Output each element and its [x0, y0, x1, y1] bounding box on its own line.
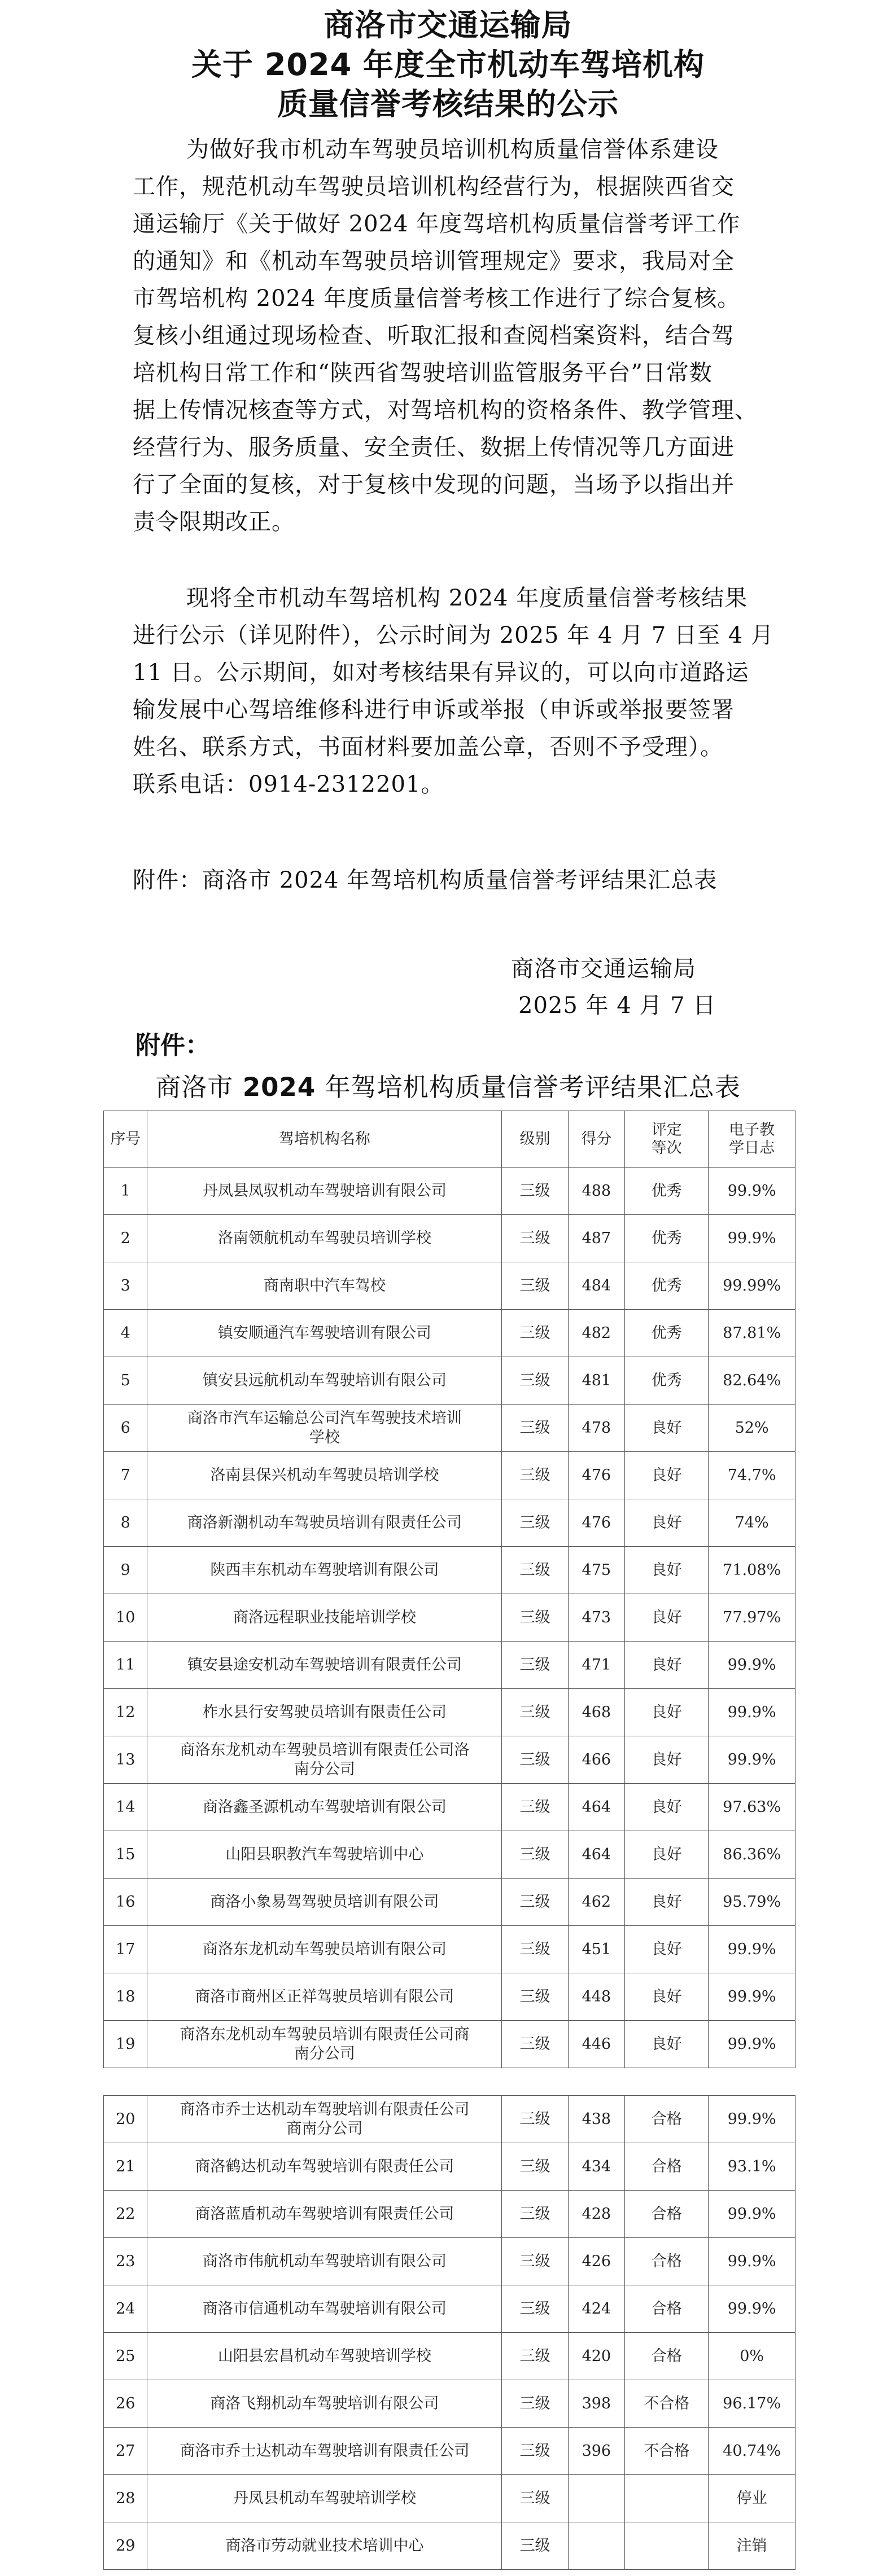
cell-level: 三级	[502, 1215, 568, 1262]
body-text-line: 输发展中心驾培维修科进行申诉或举报（申诉或举报要签署	[133, 697, 735, 723]
name-line-1: 商洛小象易驾驾驶员培训有限公司	[210, 1893, 439, 1911]
cell-score: 476	[568, 1452, 625, 1499]
cell-no: 14	[104, 1784, 147, 1831]
name-line-1: 商洛东龙机动车驾驶员培训有限责任公司商	[180, 2025, 470, 2043]
name-line-1: 商洛蓝盾机动车驾驶培训有限责任公司	[195, 2205, 454, 2223]
results-table-part-2	[103, 2095, 796, 2570]
body-text-line: 工作，规范机动车驾驶员培训机构经营行为，根据陕西省交	[133, 174, 735, 200]
cell-log: 0%	[709, 2333, 796, 2380]
body-text-line: 行了全面的复核，对于复核中发现的问题，当场予以指出并	[133, 472, 735, 498]
cell-no: 7	[104, 1452, 147, 1499]
name-line-1: 商南职中汽车驾校	[263, 1276, 386, 1294]
cell-name	[147, 1357, 502, 1405]
table-row	[104, 1405, 796, 1452]
cell-score: 446	[568, 2021, 625, 2068]
cell-no: 22	[104, 2191, 147, 2238]
cell-score: 434	[568, 2143, 625, 2191]
cell-level: 三级	[502, 1310, 568, 1357]
table-row	[104, 1642, 796, 1689]
cell-log: 82.64%	[709, 1357, 796, 1405]
cell-name	[147, 1452, 502, 1499]
body-text-line: 姓名、联系方式，书面材料要加盖公章，否则不予受理）。	[133, 734, 723, 760]
cell-score: 464	[568, 1831, 625, 1879]
cell-no: 2	[104, 1215, 147, 1262]
table-row	[104, 2191, 796, 2238]
cell-level: 三级	[502, 2380, 568, 2428]
name-line-1: 镇安县远航机动车驾驶培训有限公司	[202, 1371, 447, 1389]
cell-name	[147, 1262, 502, 1310]
signature-organization: 商洛市交通运输局	[511, 956, 696, 982]
cell-score	[568, 2475, 625, 2522]
cell-no: 15	[104, 1831, 147, 1879]
cell-score: 481	[568, 1357, 625, 1405]
cell-level: 三级	[502, 1168, 568, 1215]
body-text-line: 复核小组通过现场检查、听取汇报和查阅档案资料，结合驾	[133, 323, 735, 349]
table-row	[104, 1547, 796, 1594]
cell-level: 三级	[502, 1879, 568, 1926]
table-row	[104, 2285, 796, 2333]
cell-level: 三级	[502, 1262, 568, 1310]
cell-score: 471	[568, 1642, 625, 1689]
table-row	[104, 1784, 796, 1831]
header-score: 得分	[568, 1111, 625, 1168]
cell-no: 1	[104, 1168, 147, 1215]
cell-no: 17	[104, 1926, 147, 1973]
cell-log: 86.36%	[709, 1831, 796, 1879]
cell-grade: 良好	[625, 1642, 709, 1689]
name-line-1: 镇安顺通汽车驾驶培训有限公司	[217, 1324, 431, 1342]
cell-no: 13	[104, 1736, 147, 1784]
cell-log: 40.74%	[709, 2428, 796, 2475]
cell-name	[147, 2191, 502, 2238]
table-row	[104, 2143, 796, 2191]
cell-level: 三级	[502, 1736, 568, 1784]
name-line-1: 商洛市商州区正祥驾驶员培训有限公司	[195, 1987, 454, 2005]
name-line-1: 商洛鹤达机动车驾驶培训有限责任公司	[195, 2157, 454, 2175]
cell-no: 10	[104, 1594, 147, 1642]
cell-log: 99.99%	[709, 1262, 796, 1310]
cell-score: 466	[568, 1736, 625, 1784]
cell-log: 96.17%	[709, 2380, 796, 2428]
cell-name	[147, 1405, 502, 1452]
doc-title-line-2: 关于 2024 年度全市机动车驾培机构	[191, 47, 705, 82]
cell-log: 注销	[709, 2522, 796, 2570]
name-line-1: 山阳县职教汽车驾驶培训中心	[225, 1845, 424, 1863]
cell-grade: 合格	[625, 2285, 709, 2333]
cell-name	[147, 1879, 502, 1926]
cell-grade	[625, 2475, 709, 2522]
cell-grade: 不合格	[625, 2380, 709, 2428]
name-line-1: 商洛市劳动就业技术培训中心	[225, 2536, 424, 2555]
cell-no: 3	[104, 1262, 147, 1310]
table-row	[104, 1831, 796, 1879]
cell-score: 424	[568, 2285, 625, 2333]
body-text-line: 为做好我市机动车驾驶员培训机构质量信誉体系建设	[186, 137, 719, 163]
cell-log: 99.9%	[709, 1926, 796, 1973]
cell-grade: 优秀	[625, 1262, 709, 1310]
cell-score: 464	[568, 1784, 625, 1831]
header-grade: 评定 等次	[625, 1111, 709, 1168]
cell-grade: 合格	[625, 2143, 709, 2191]
attachment-label: 附件：	[136, 1031, 210, 1060]
cell-log: 71.08%	[709, 1547, 796, 1594]
results-table-part-1	[103, 1111, 796, 2068]
cell-name	[147, 2428, 502, 2475]
cell-grade: 良好	[625, 1499, 709, 1547]
cell-name	[147, 1499, 502, 1547]
cell-level: 三级	[502, 1926, 568, 1973]
cell-log: 97.63%	[709, 1784, 796, 1831]
cell-no: 5	[104, 1357, 147, 1405]
cell-score: 398	[568, 2380, 625, 2428]
body-text-line: 现将全市机动车驾培机构 2024 年度质量信誉考核结果	[186, 585, 748, 611]
cell-grade: 良好	[625, 1973, 709, 2021]
cell-no: 8	[104, 1499, 147, 1547]
cell-log: 99.9%	[709, 2021, 796, 2068]
cell-level: 三级	[502, 2143, 568, 2191]
cell-log: 99.9%	[709, 1973, 796, 2021]
cell-score: 478	[568, 1405, 625, 1452]
table-row	[104, 2475, 796, 2522]
cell-no: 21	[104, 2143, 147, 2191]
name-line-1: 镇安县途安机动车驾驶培训有限责任公司	[187, 1656, 462, 1674]
cell-no: 23	[104, 2238, 147, 2285]
cell-log: 74%	[709, 1499, 796, 1547]
cell-log: 99.9%	[709, 1736, 796, 1784]
cell-level: 三级	[502, 1547, 568, 1594]
cell-name	[147, 2285, 502, 2333]
name-line-1: 商洛东龙机动车驾驶员培训有限公司	[202, 1940, 447, 1958]
cell-name	[147, 2096, 502, 2143]
cell-grade: 优秀	[625, 1215, 709, 1262]
table-row	[104, 1215, 796, 1262]
cell-grade: 良好	[625, 1405, 709, 1452]
cell-score: 488	[568, 1168, 625, 1215]
cell-score: 473	[568, 1594, 625, 1642]
cell-level: 三级	[502, 1831, 568, 1879]
cell-level: 三级	[502, 2191, 568, 2238]
cell-level: 三级	[502, 2522, 568, 2570]
cell-name	[147, 1547, 502, 1594]
cell-name	[147, 1310, 502, 1357]
name-line-1: 商洛市伟航机动车驾驶培训有限公司	[202, 2252, 447, 2270]
table-row	[104, 1310, 796, 1357]
name-line-1: 山阳县宏昌机动车驾驶培训学校	[217, 2347, 431, 2365]
table-row	[104, 1452, 796, 1499]
cell-grade: 合格	[625, 2191, 709, 2238]
table-row	[104, 2021, 796, 2068]
body-text-line: 通运输厅《关于做好 2024 年度驾培机构质量信誉考评工作	[133, 211, 741, 237]
body-text-line: 联系电话：0914-2312201。	[133, 771, 444, 797]
table-row	[104, 1736, 796, 1784]
cell-score: 428	[568, 2191, 625, 2238]
cell-no: 25	[104, 2333, 147, 2380]
cell-grade: 优秀	[625, 1357, 709, 1405]
cell-log: 95.79%	[709, 1879, 796, 1926]
cell-log: 99.9%	[709, 1215, 796, 1262]
cell-grade: 合格	[625, 2238, 709, 2285]
cell-log: 99.9%	[709, 1642, 796, 1689]
header-name: 驾培机构名称	[147, 1111, 502, 1168]
name-line-1: 商洛市汽车运输总公司汽车驾驶技术培训	[187, 1409, 462, 1427]
cell-no: 12	[104, 1689, 147, 1736]
cell-name	[147, 1926, 502, 1973]
body-text-line: 11 日。公示期间，如对考核结果有异议的，可以向市道路运	[133, 660, 749, 686]
name-line-1: 商洛市信通机动车驾驶培训有限公司	[202, 2299, 447, 2318]
cell-score: 482	[568, 1310, 625, 1357]
cell-grade	[625, 2522, 709, 2570]
header-electronic-log: 电子教 学日志	[709, 1111, 796, 1168]
cell-grade: 良好	[625, 1926, 709, 1973]
cell-score: 396	[568, 2428, 625, 2475]
name-line-1: 商洛飞翔机动车驾驶培训有限公司	[210, 2394, 439, 2412]
cell-log: 93.1%	[709, 2143, 796, 2191]
cell-no: 16	[104, 1879, 147, 1926]
cell-name	[147, 2333, 502, 2380]
cell-grade: 良好	[625, 1736, 709, 1784]
cell-name	[147, 1215, 502, 1262]
header-no: 序号	[104, 1111, 147, 1168]
cell-score: 475	[568, 1547, 625, 1594]
cell-log: 52%	[709, 1405, 796, 1452]
cell-log: 99.9%	[709, 1168, 796, 1215]
cell-name	[147, 1689, 502, 1736]
name-line-1: 商洛新潮机动车驾驶员培训有限责任公司	[187, 1513, 462, 1531]
cell-log: 停业	[709, 2475, 796, 2522]
cell-no: 9	[104, 1547, 147, 1594]
cell-log: 99.9%	[709, 2096, 796, 2143]
name-line-2: 学校	[309, 1428, 340, 1446]
body-text-line: 进行公示（详见附件），公示时间为 2025 年 4 月 7 日至 4 月	[133, 622, 774, 648]
header-level: 级别	[502, 1111, 568, 1168]
name-line-1: 商洛鑫圣源机动车驾驶培训有限公司	[202, 1798, 447, 1816]
cell-log: 99.9%	[709, 2238, 796, 2285]
name-line-1: 商洛市乔士达机动车驾驶培训有限责任公司	[180, 2100, 470, 2118]
cell-level: 三级	[502, 2428, 568, 2475]
cell-grade: 良好	[625, 1831, 709, 1879]
table-row	[104, 1973, 796, 2021]
cell-no: 29	[104, 2522, 147, 2570]
cell-log: 99.9%	[709, 2285, 796, 2333]
name-line-2: 南分公司	[294, 1760, 355, 1778]
cell-name	[147, 2021, 502, 2068]
body-text-line: 培机构日常工作和“陕西省驾驶培训监管服务平台”日常数	[133, 360, 713, 386]
cell-score: 448	[568, 1973, 625, 2021]
table-row	[104, 2333, 796, 2380]
name-line-2: 商南分公司	[286, 2119, 363, 2138]
cell-grade: 良好	[625, 1784, 709, 1831]
cell-level: 三级	[502, 2021, 568, 2068]
name-line-1: 洛南县保兴机动车驾驶员培训学校	[210, 1466, 439, 1484]
cell-score: 462	[568, 1879, 625, 1926]
cell-level: 三级	[502, 2333, 568, 2380]
table-row	[104, 1926, 796, 1973]
cell-grade: 合格	[625, 2333, 709, 2380]
cell-no: 24	[104, 2285, 147, 2333]
table-header-row	[104, 1111, 796, 1168]
cell-no: 20	[104, 2096, 147, 2143]
table-row	[104, 2380, 796, 2428]
table-title-year: 2024	[242, 1072, 316, 1102]
cell-level: 三级	[502, 1689, 568, 1736]
name-line-1: 柞水县行安驾驶员培训有限责任公司	[202, 1703, 447, 1721]
cell-name	[147, 2143, 502, 2191]
table-row	[104, 2428, 796, 2475]
table-row	[104, 2522, 796, 2570]
cell-no: 28	[104, 2475, 147, 2522]
name-line-1: 丹凤县机动车驾驶培训学校	[233, 2489, 416, 2507]
cell-grade: 不合格	[625, 2428, 709, 2475]
cell-level: 三级	[502, 1499, 568, 1547]
cell-name	[147, 2380, 502, 2428]
cell-grade: 合格	[625, 2096, 709, 2143]
cell-level: 三级	[502, 1405, 568, 1452]
cell-grade: 良好	[625, 1879, 709, 1926]
cell-score: 468	[568, 1689, 625, 1736]
table-title	[0, 1070, 896, 1104]
cell-name	[147, 2475, 502, 2522]
cell-no: 19	[104, 2021, 147, 2068]
cell-name	[147, 1642, 502, 1689]
table-row	[104, 1168, 796, 1215]
cell-grade: 优秀	[625, 1168, 709, 1215]
cell-name	[147, 1973, 502, 2021]
cell-score: 426	[568, 2238, 625, 2285]
doc-title-line-1: 商洛市交通运输局	[324, 7, 572, 43]
cell-level: 三级	[502, 1642, 568, 1689]
cell-level: 三级	[502, 2238, 568, 2285]
cell-name	[147, 1594, 502, 1642]
cell-level: 三级	[502, 1452, 568, 1499]
name-line-1: 丹凤县凤驭机动车驾驶培训有限公司	[202, 1182, 447, 1200]
table-title-suffix: 年驾培机构质量信誉考评结果汇总表	[325, 1072, 741, 1102]
cell-no: 27	[104, 2428, 147, 2475]
cell-score: 484	[568, 1262, 625, 1310]
cell-name	[147, 2522, 502, 2570]
cell-no: 4	[104, 1310, 147, 1357]
cell-level: 三级	[502, 1784, 568, 1831]
body-text-line: 的通知》和《机动车驾驶员培训管理规定》要求，我局对全	[133, 248, 735, 274]
cell-grade: 良好	[625, 1689, 709, 1736]
cell-score: 487	[568, 1215, 625, 1262]
table-row	[104, 1357, 796, 1405]
table-row	[104, 2238, 796, 2285]
name-line-2: 南分公司	[294, 2044, 355, 2062]
cell-score: 420	[568, 2333, 625, 2380]
cell-log: 87.81%	[709, 1310, 796, 1357]
cell-name	[147, 1736, 502, 1784]
name-line-1: 商洛东龙机动车驾驶员培训有限责任公司洛	[180, 1741, 470, 1759]
table-row	[104, 2096, 796, 2143]
cell-no: 6	[104, 1405, 147, 1452]
name-line-1: 洛南领航机动车驾驶员培训学校	[217, 1229, 431, 1247]
cell-level: 三级	[502, 2096, 568, 2143]
cell-score: 476	[568, 1499, 625, 1547]
cell-log: 99.9%	[709, 1689, 796, 1736]
cell-grade: 优秀	[625, 1310, 709, 1357]
cell-no: 26	[104, 2380, 147, 2428]
cell-score: 438	[568, 2096, 625, 2143]
body-text-line: 经营行为、服务质量、安全责任、数据上传情况等几方面进	[133, 435, 735, 460]
cell-no: 11	[104, 1642, 147, 1689]
table-row	[104, 1689, 796, 1736]
body-text-line: 据上传情况核查等方式，对驾培机构的资格条件、教学管理、	[133, 397, 758, 423]
cell-level: 三级	[502, 1594, 568, 1642]
cell-grade: 良好	[625, 1594, 709, 1642]
cell-level: 三级	[502, 1973, 568, 2021]
cell-log: 99.9%	[709, 2191, 796, 2238]
cell-level: 三级	[502, 2475, 568, 2522]
cell-log: 74.7%	[709, 1452, 796, 1499]
signature-date: 2025 年 4 月 7 日	[518, 993, 716, 1019]
cell-name	[147, 1168, 502, 1215]
cell-score	[568, 2522, 625, 2570]
table-row	[104, 1594, 796, 1642]
cell-level: 三级	[502, 1357, 568, 1405]
cell-no: 18	[104, 1973, 147, 2021]
table-row	[104, 1499, 796, 1547]
cell-level: 三级	[502, 2285, 568, 2333]
doc-title-line-3: 质量信誉考核结果的公示	[277, 86, 619, 122]
table-title-prefix: 商洛市	[155, 1072, 234, 1102]
name-line-1: 商洛远程职业技能培训学校	[233, 1608, 416, 1626]
body-paragraph-1	[133, 131, 771, 541]
cell-grade: 良好	[625, 2021, 709, 2068]
cell-name	[147, 1831, 502, 1879]
table-row	[104, 1262, 796, 1310]
body-text-line: 责令限期改正。	[133, 509, 295, 535]
table-row	[104, 1879, 796, 1926]
cell-score: 451	[568, 1926, 625, 1973]
attachment-reference: 附件：商洛市 2024 年驾培机构质量信誉考评结果汇总表	[133, 867, 718, 893]
cell-name	[147, 1784, 502, 1831]
cell-log: 77.97%	[709, 1594, 796, 1642]
body-text-line: 市驾培机构 2024 年度质量信誉考核工作进行了综合复核。	[133, 286, 741, 311]
name-line-1: 陕西丰东机动车驾驶培训有限公司	[210, 1561, 439, 1579]
name-line-1: 商洛市乔士达机动车驾驶培训有限责任公司	[180, 2442, 470, 2460]
cell-grade: 良好	[625, 1547, 709, 1594]
body-paragraph-2	[133, 580, 774, 803]
cell-name	[147, 2238, 502, 2285]
cell-grade: 良好	[625, 1452, 709, 1499]
